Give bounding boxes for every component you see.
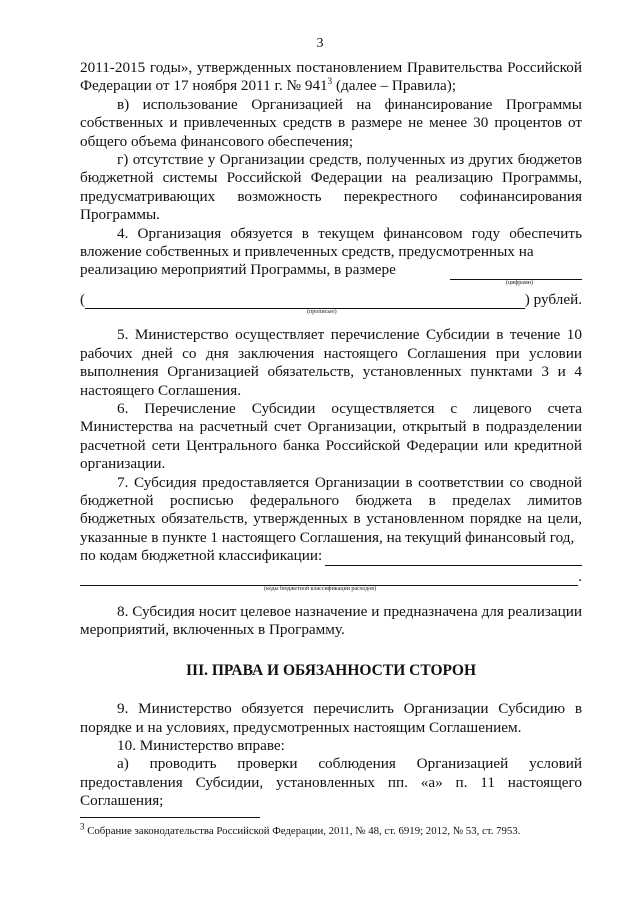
budget-codes-field-2[interactable]	[80, 569, 578, 592]
footnote-divider	[80, 817, 260, 818]
clause-4-amount-line	[80, 261, 582, 286]
footnote-ref: 3	[327, 76, 333, 87]
clause-7-codes-line-2	[80, 567, 582, 592]
clause-10a: а) проводить проверки соблюдения Организацией условий предоставления Субсидии, установленных пп. «а» п. 11 настоящего Соглашения;	[80, 755, 582, 810]
digits-caption: (цифрами)	[506, 279, 533, 286]
amount-digits-field[interactable]	[450, 263, 582, 286]
rules-reference-text: 2011-2015 годы», утвержденных постановлением Правительства Российской Федерации от 17 ноября 2011 г. № 941	[80, 59, 582, 95]
footnote-text: Собрание законодательства Российской Федерации, 2011, № 48, ст. 6919; 2012, № 53, ст. 7953.	[84, 825, 521, 837]
footnote	[80, 821, 600, 838]
paragraph-rules-reference	[80, 59, 582, 96]
page-number: 3	[316, 36, 324, 51]
clause-9: 9. Министерство обязуется перечислить Организации Субсидию в порядке и на условиях, предусмотренных настоящим Соглашением.	[80, 700, 582, 736]
clause-4-line-lead: реализацию мероприятий Программы, в размере	[80, 261, 396, 279]
budget-codes-field-1[interactable]	[325, 549, 582, 566]
clause-6: 6. Перечисление Субсидии осуществляется с лицевого счета Министерства на расчетный счет Организации, открытый в подразделении расчетной сети Центрального банка Российской Федерации или кредитной организации.	[80, 399, 582, 473]
clause-7-codes-line	[80, 547, 582, 565]
section-heading: III. ПРАВА И ОБЯЗАННОСТИ СТОРОН	[186, 661, 476, 679]
amount-words-field[interactable]	[85, 292, 525, 316]
item-g: г) отсутствие у Организации средств, полученных из других бюджетов бюджетной системы Российской Федерации на реализацию Программы, предусматривающих возможность перекрестного софинансирования Программы.	[80, 151, 582, 224]
clause-4: 4. Организация обязуется в текущем финансовом году обеспечить вложение собственных и привлеченных средств, предусмотренных на	[80, 224, 582, 261]
codes-period: .	[578, 567, 582, 585]
words-caption: (прописью)	[307, 309, 337, 316]
footnote-mark: 3	[80, 821, 85, 832]
item-v: в) использование Организацией на финансирование Программы собственных и привлеченных средств в размере не менее 30 процентов от общего объема финансового обеспечения;	[80, 95, 582, 150]
clause-7: 7. Субсидия предоставляется Организации в соответствии со сводной бюджетной росписью федерального бюджета в пределах лимитов бюджетных обязательств, утвержденных в установленном порядке на цели, указанные в пункте 1 настоящего Соглашения, на текущий финансовый год,	[80, 473, 582, 546]
rules-reference-tail: (далее – Правила);	[332, 77, 457, 95]
clause-8: 8. Субсидия носит целевое назначение и предназначена для реализации мероприятий, включенных в Программу.	[80, 602, 582, 639]
open-paren: (	[80, 290, 86, 308]
clause-10: 10. Министерство вправе:	[117, 737, 285, 754]
clause-4-words-line	[80, 290, 582, 316]
clause-7-line-lead: по кодам бюджетной классификации:	[80, 547, 323, 565]
codes-caption: (коды бюджетной классификации расходов)	[264, 585, 377, 592]
clause-5: 5. Министерство осуществляет перечисление Субсидии в течение 10 рабочих дней со дня заключения настоящего Соглашения при условии выполнения Организацией обязательств, установленных пунктами 3 и 4 настоящего Соглашения.	[80, 326, 582, 399]
rubles-tail: ) рублей.	[524, 290, 582, 308]
document-body	[80, 54, 582, 811]
